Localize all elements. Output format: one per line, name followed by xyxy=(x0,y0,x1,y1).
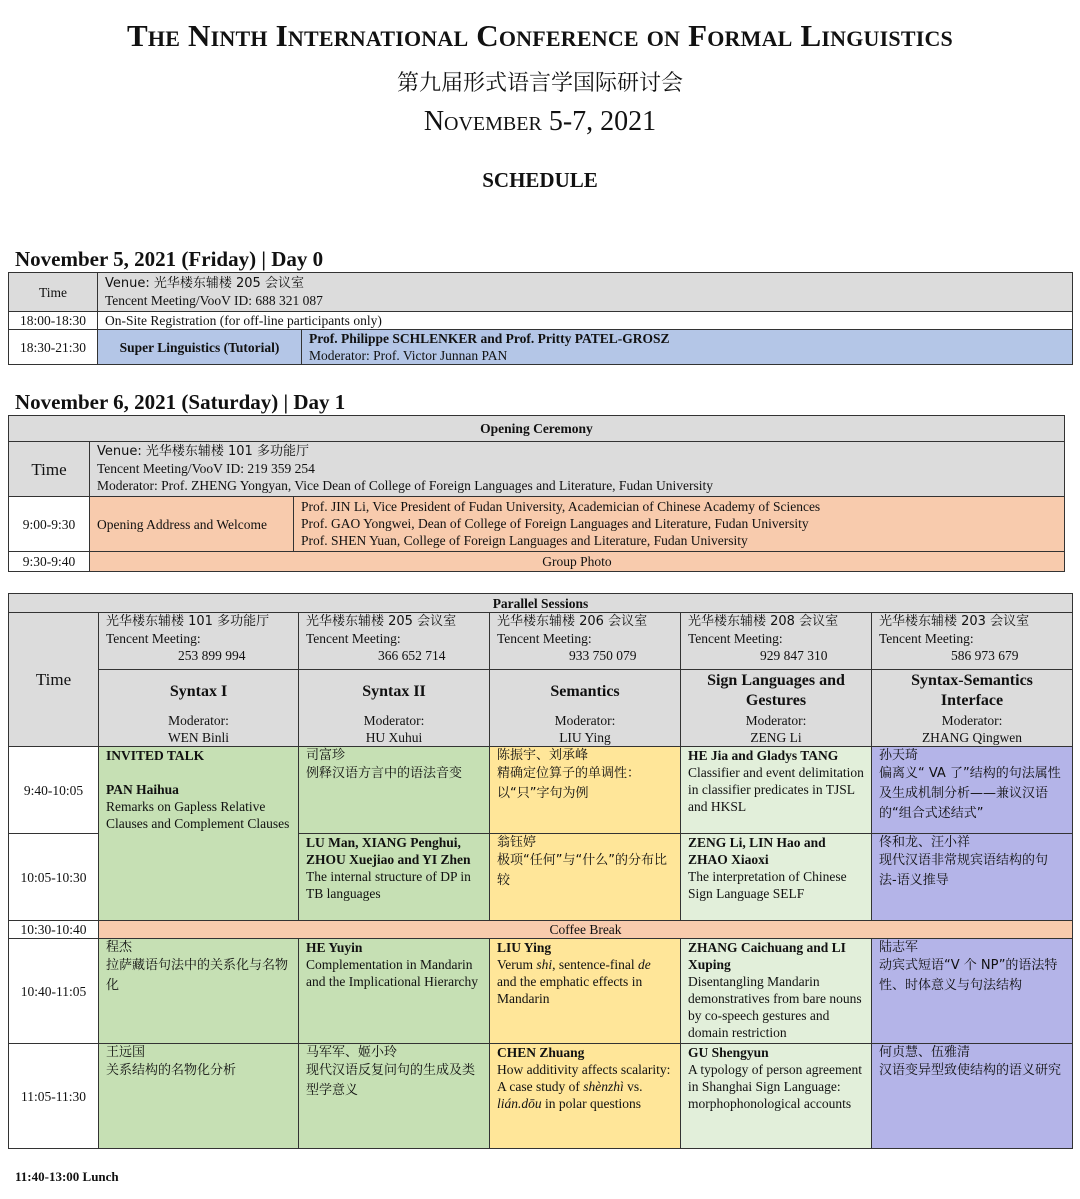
moderator-name: ZHANG Qingwen xyxy=(921,730,1023,745)
moderator-name: HU Xuhui xyxy=(365,730,423,745)
speaker-name: 孙天琦 xyxy=(879,748,919,763)
opening-venue: Venue: 光华楼东辅楼 101 多功能厅 xyxy=(97,444,309,459)
speaker-name: GU Shengyun xyxy=(688,1045,769,1060)
speaker-name: 马军军、姬小玲 xyxy=(306,1045,398,1060)
table-row xyxy=(9,939,1073,1044)
time-cell: 10:05-10:30 xyxy=(9,834,99,921)
moderator-label: Moderator: xyxy=(745,713,807,728)
opening-moderator: Moderator: Prof. ZHENG Yongyan, Vice Dean of College of Foreign Languages and Literature, Fudan University xyxy=(97,478,714,493)
invited-talk-label: INVITED TALK xyxy=(106,748,205,763)
opening-ceremony-table xyxy=(8,415,1065,572)
speaker-name: LU Man, XIANG Penghui, ZHOU Xuejiao and YI Zhen xyxy=(306,835,471,867)
speaker-name: ZHANG Caichuang and LI Xuping xyxy=(688,940,846,972)
meeting-id: 933 750 079 xyxy=(569,648,637,663)
time-cell: 9:00-9:30 xyxy=(9,497,90,552)
meeting-id: 929 847 310 xyxy=(760,648,828,663)
moderator-label: Moderator: xyxy=(363,713,425,728)
moderator-name: WEN Binli xyxy=(167,730,230,745)
session-name: Syntax II xyxy=(362,682,426,700)
speaker-name: 何贞慧、伍雅清 xyxy=(879,1045,971,1060)
event-cell: On-Site Registration (for off-line participants only) xyxy=(98,312,1073,330)
tencent-label: Tencent Meeting: xyxy=(106,631,201,646)
moderator-label: Moderator: xyxy=(941,713,1003,728)
meeting-id: 366 652 714 xyxy=(378,648,446,663)
speaker-name: 程杰 xyxy=(106,940,133,955)
time-cell: 9:40-10:05 xyxy=(9,747,99,834)
opening-address-label: Opening Address and Welcome xyxy=(90,497,294,552)
session-name: Syntax I xyxy=(169,682,228,700)
day1-heading: November 6, 2021 (Saturday) | Day 1 xyxy=(15,390,346,414)
talk-title: 极项“任何”与“什么”的分布比较 xyxy=(497,853,667,888)
speaker-name: 陆志军 xyxy=(879,940,919,955)
talk-title: 精确定位算子的单调性：以“只”字句为例 xyxy=(497,766,641,801)
table-row xyxy=(9,330,1073,365)
speaker-name: 司富珍 xyxy=(306,748,346,763)
talk-title: How additivity affects scalarity: A case study of shènzhì vs. lián.dōu in polar questions xyxy=(497,1062,671,1111)
table-row xyxy=(9,552,1065,572)
event-cell: Super Linguistics (Tutorial) xyxy=(98,330,302,365)
talk-title: Remarks on Gapless Relative Clauses and Complement Clauses xyxy=(106,799,290,831)
lunch-line: 11:40-13:00 Lunch xyxy=(15,1169,119,1184)
time-cell: 18:30-21:30 xyxy=(9,330,98,365)
speaker-name: 佟和龙、汪小祥 xyxy=(879,835,971,850)
conference-dates: November 5-7, 2021 xyxy=(423,106,657,137)
moderator-line: Moderator: Prof. Victor Junnan PAN xyxy=(309,348,508,363)
table-row xyxy=(9,497,1065,552)
time-cell: 11:05-11:30 xyxy=(9,1044,99,1149)
speaker-name: 王远国 xyxy=(106,1045,146,1060)
parallel-sessions-title: Parallel Sessions xyxy=(9,594,1073,613)
talk-title: 例释汉语方言中的语法音变 xyxy=(306,766,463,781)
day0-heading: November 5, 2021 (Friday) | Day 0 xyxy=(15,247,324,271)
table-row xyxy=(9,747,1073,834)
talk-title: 动宾式短语“V 个 NP”的语法特性、时体意义与句法结构 xyxy=(879,958,1058,993)
moderator-name: LIU Ying xyxy=(559,730,611,745)
speaker-name: HE Yuyin xyxy=(306,940,363,955)
room-venue: 光华楼东辅楼 101 多功能厅 xyxy=(106,614,270,629)
time-cell: 10:40-11:05 xyxy=(9,939,99,1044)
meeting-id: 586 973 679 xyxy=(951,648,1019,663)
time-header: Time xyxy=(9,442,90,497)
talk-title: Disentangling Mandarin demonstratives from bare nouns by co-speech gestures and domain restriction xyxy=(688,974,862,1040)
speaker-name: 翁钰婷 xyxy=(497,835,537,850)
room-venue: 光华楼东辅楼 205 会议室 xyxy=(306,614,457,629)
talk-title: 现代汉语反复问句的生成及类型学意义 xyxy=(306,1063,476,1098)
session-name: Semantics xyxy=(550,682,620,700)
time-cell: 9:30-9:40 xyxy=(9,552,90,572)
tencent-label: Tencent Meeting: xyxy=(497,631,592,646)
moderator-name: ZENG Li xyxy=(750,730,802,745)
time-header: Time xyxy=(9,613,99,747)
schedule-heading: SCHEDULE xyxy=(482,168,598,192)
speaker-name: LIU Ying xyxy=(497,940,552,955)
time-cell: 18:00-18:30 xyxy=(9,312,98,330)
conference-title-chinese: 第九届形式语言学国际研讨会 xyxy=(396,71,683,96)
room-venue: 光华楼东辅楼 208 会议室 xyxy=(688,614,839,629)
talk-title: Complementation in Mandarin and the Implicational Hierarchy xyxy=(306,957,479,989)
talk-title: 拉萨藏语句法中的关系化与名物化 xyxy=(106,958,289,993)
day0-table xyxy=(8,272,1073,365)
room-venue: 光华楼东辅楼 203 会议室 xyxy=(879,614,1030,629)
time-header: Time xyxy=(9,273,98,312)
tencent-label: Tencent Meeting: xyxy=(688,631,783,646)
session-name: Sign Languages and Gestures xyxy=(707,672,845,709)
conference-title: The Ninth International Conference on Formal Linguistics xyxy=(127,18,953,53)
time-cell: 10:30-10:40 xyxy=(9,921,99,939)
talk-title: Classifier and event delimitation in classifier predicates in TJSL and HKSL xyxy=(688,765,864,814)
talk-title: 汉语变异型致使结构的语义研究 xyxy=(879,1063,1062,1078)
talk-title: The interpretation of Chinese Sign Language SELF xyxy=(688,869,847,901)
tencent-label: Tencent Meeting: xyxy=(306,631,401,646)
talk-title: 现代汉语非常规宾语结构的句法-语义推导 xyxy=(879,853,1049,888)
moderator-label: Moderator: xyxy=(168,713,229,728)
session-name: Syntax-Semantics Interface xyxy=(911,672,1033,709)
speaker-line: Prof. SHEN Yuan, College of Foreign Languages and Literature, Fudan University xyxy=(301,533,748,548)
talk-title: 关系结构的名物化分析 xyxy=(106,1063,237,1078)
speaker-name: CHEN Zhuang xyxy=(497,1045,585,1060)
speaker-line: Prof. JIN Li, Vice President of Fudan University, Academician of Chinese Academy of Sciences xyxy=(301,499,821,514)
coffee-break-label: Coffee Break xyxy=(99,921,1073,939)
tencent-label: Tencent Meeting: xyxy=(879,631,974,646)
parallel-sessions-table xyxy=(8,593,1073,1149)
group-photo-label: Group Photo xyxy=(90,552,1065,572)
moderator-label: Moderator: xyxy=(554,713,616,728)
table-row xyxy=(9,1044,1073,1149)
speaker-name: 陈振宇、刘承峰 xyxy=(497,748,589,763)
talk-title: The internal structure of DP in TB languages xyxy=(306,869,471,901)
room-venue: 光华楼东辅楼 206 会议室 xyxy=(497,614,648,629)
speaker-name: HE Jia and Gladys TANG xyxy=(688,748,839,763)
speaker-name: ZENG Li, LIN Hao and ZHAO Xiaoxi xyxy=(688,835,826,867)
speaker-name: PAN Haihua xyxy=(106,782,179,797)
speaker-line: Prof. GAO Yongwei, Dean of College of Foreign Languages and Literature, Fudan University xyxy=(301,516,809,531)
day0-venue: Venue: 光华楼东辅楼 205 会议室 xyxy=(105,276,304,291)
opening-meeting-id: Tencent Meeting/VooV ID: 219 359 254 xyxy=(97,461,315,476)
talk-title: Verum shi, sentence-final de and the emphatic effects in Mandarin xyxy=(497,957,651,1006)
opening-ceremony-title: Opening Ceremony xyxy=(9,416,1065,442)
day0-meeting-id: Tencent Meeting/VooV ID: 688 321 087 xyxy=(105,293,323,308)
meeting-id: 253 899 994 xyxy=(178,648,246,663)
talk-title: 偏离义“ VA 了”结构的句法属性及生成机制分析——兼议汉语的“组合式述结式” xyxy=(879,766,1061,821)
table-row xyxy=(9,312,1073,330)
talk-title: A typology of person agreement in Shanghai Sign Language: morphophonological accounts xyxy=(688,1062,862,1111)
table-row xyxy=(9,921,1073,939)
speaker-names: Prof. Philippe SCHLENKER and Prof. Pritty PATEL-GROSZ xyxy=(309,331,670,346)
